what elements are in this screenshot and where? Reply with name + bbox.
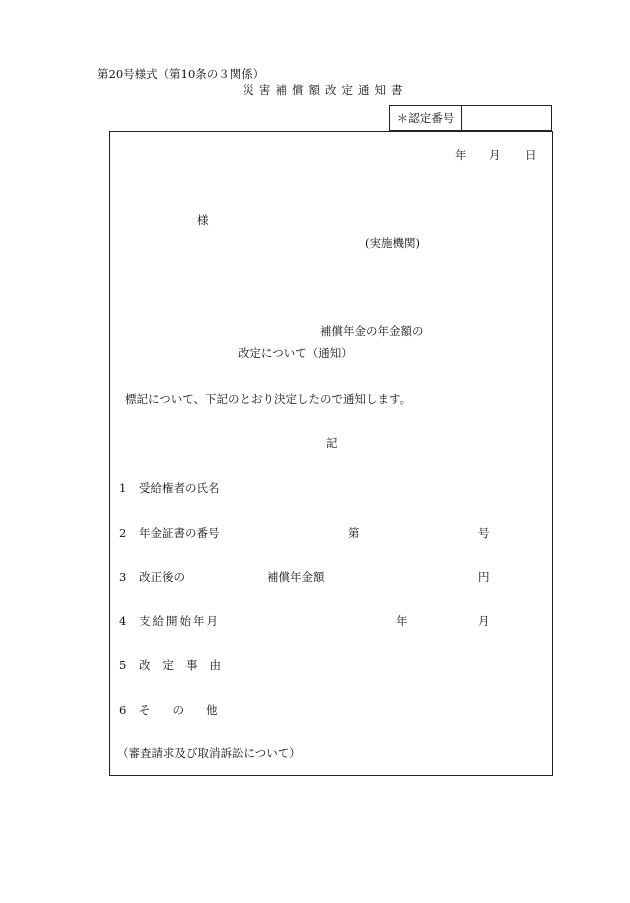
certification-number-value: [461, 106, 551, 130]
date-day: 日: [525, 148, 537, 162]
item-5-number: 5: [119, 658, 127, 672]
item-6-label: その他: [139, 703, 240, 717]
ki-heading: 記: [326, 436, 338, 450]
item-3-number: 3: [119, 570, 127, 584]
item-2-number: 2: [119, 526, 127, 540]
form-number: 第20号様式（第10条の３関係）: [97, 67, 265, 81]
certification-number-box: [389, 105, 552, 131]
date-year: 年: [455, 148, 467, 162]
item-3-suffix: 円: [478, 570, 490, 584]
subject-line-1: 補償年金の年金額の: [320, 324, 424, 338]
item-4-year: 年: [396, 614, 408, 628]
item-4-number: 4: [119, 614, 127, 628]
body-text: 標記について、下記のとおり決定したので通知します。: [125, 392, 412, 406]
subject-line-2: 改定について（通知）: [238, 346, 353, 360]
item-1-label: 受給権者の氏名: [139, 481, 220, 495]
document-title: 災害補償額改定通知書: [242, 83, 408, 97]
item-2-label: 年金証書の番号: [139, 526, 220, 540]
item-6-number: 6: [119, 703, 127, 717]
item-2-prefix: 第: [348, 526, 360, 540]
item-2-suffix: 号: [478, 526, 490, 540]
addressee-suffix: 様: [197, 213, 209, 227]
certification-number-label: ＊認定番号: [390, 106, 462, 130]
item-3-label: 改正後の: [139, 570, 185, 584]
item-3-middle: 補償年金額: [267, 570, 325, 584]
item-5-label: 改定事由: [139, 658, 233, 672]
date-month: 月: [489, 148, 501, 162]
review-note: （審査請求及び取消訴訟について）: [117, 746, 301, 760]
item-4-month: 月: [478, 614, 490, 628]
item-4-label: 支給開始年月: [139, 614, 220, 628]
item-1-number: 1: [119, 481, 127, 495]
form-frame: [109, 131, 553, 776]
implementing-agency: (実施機関): [365, 236, 420, 250]
